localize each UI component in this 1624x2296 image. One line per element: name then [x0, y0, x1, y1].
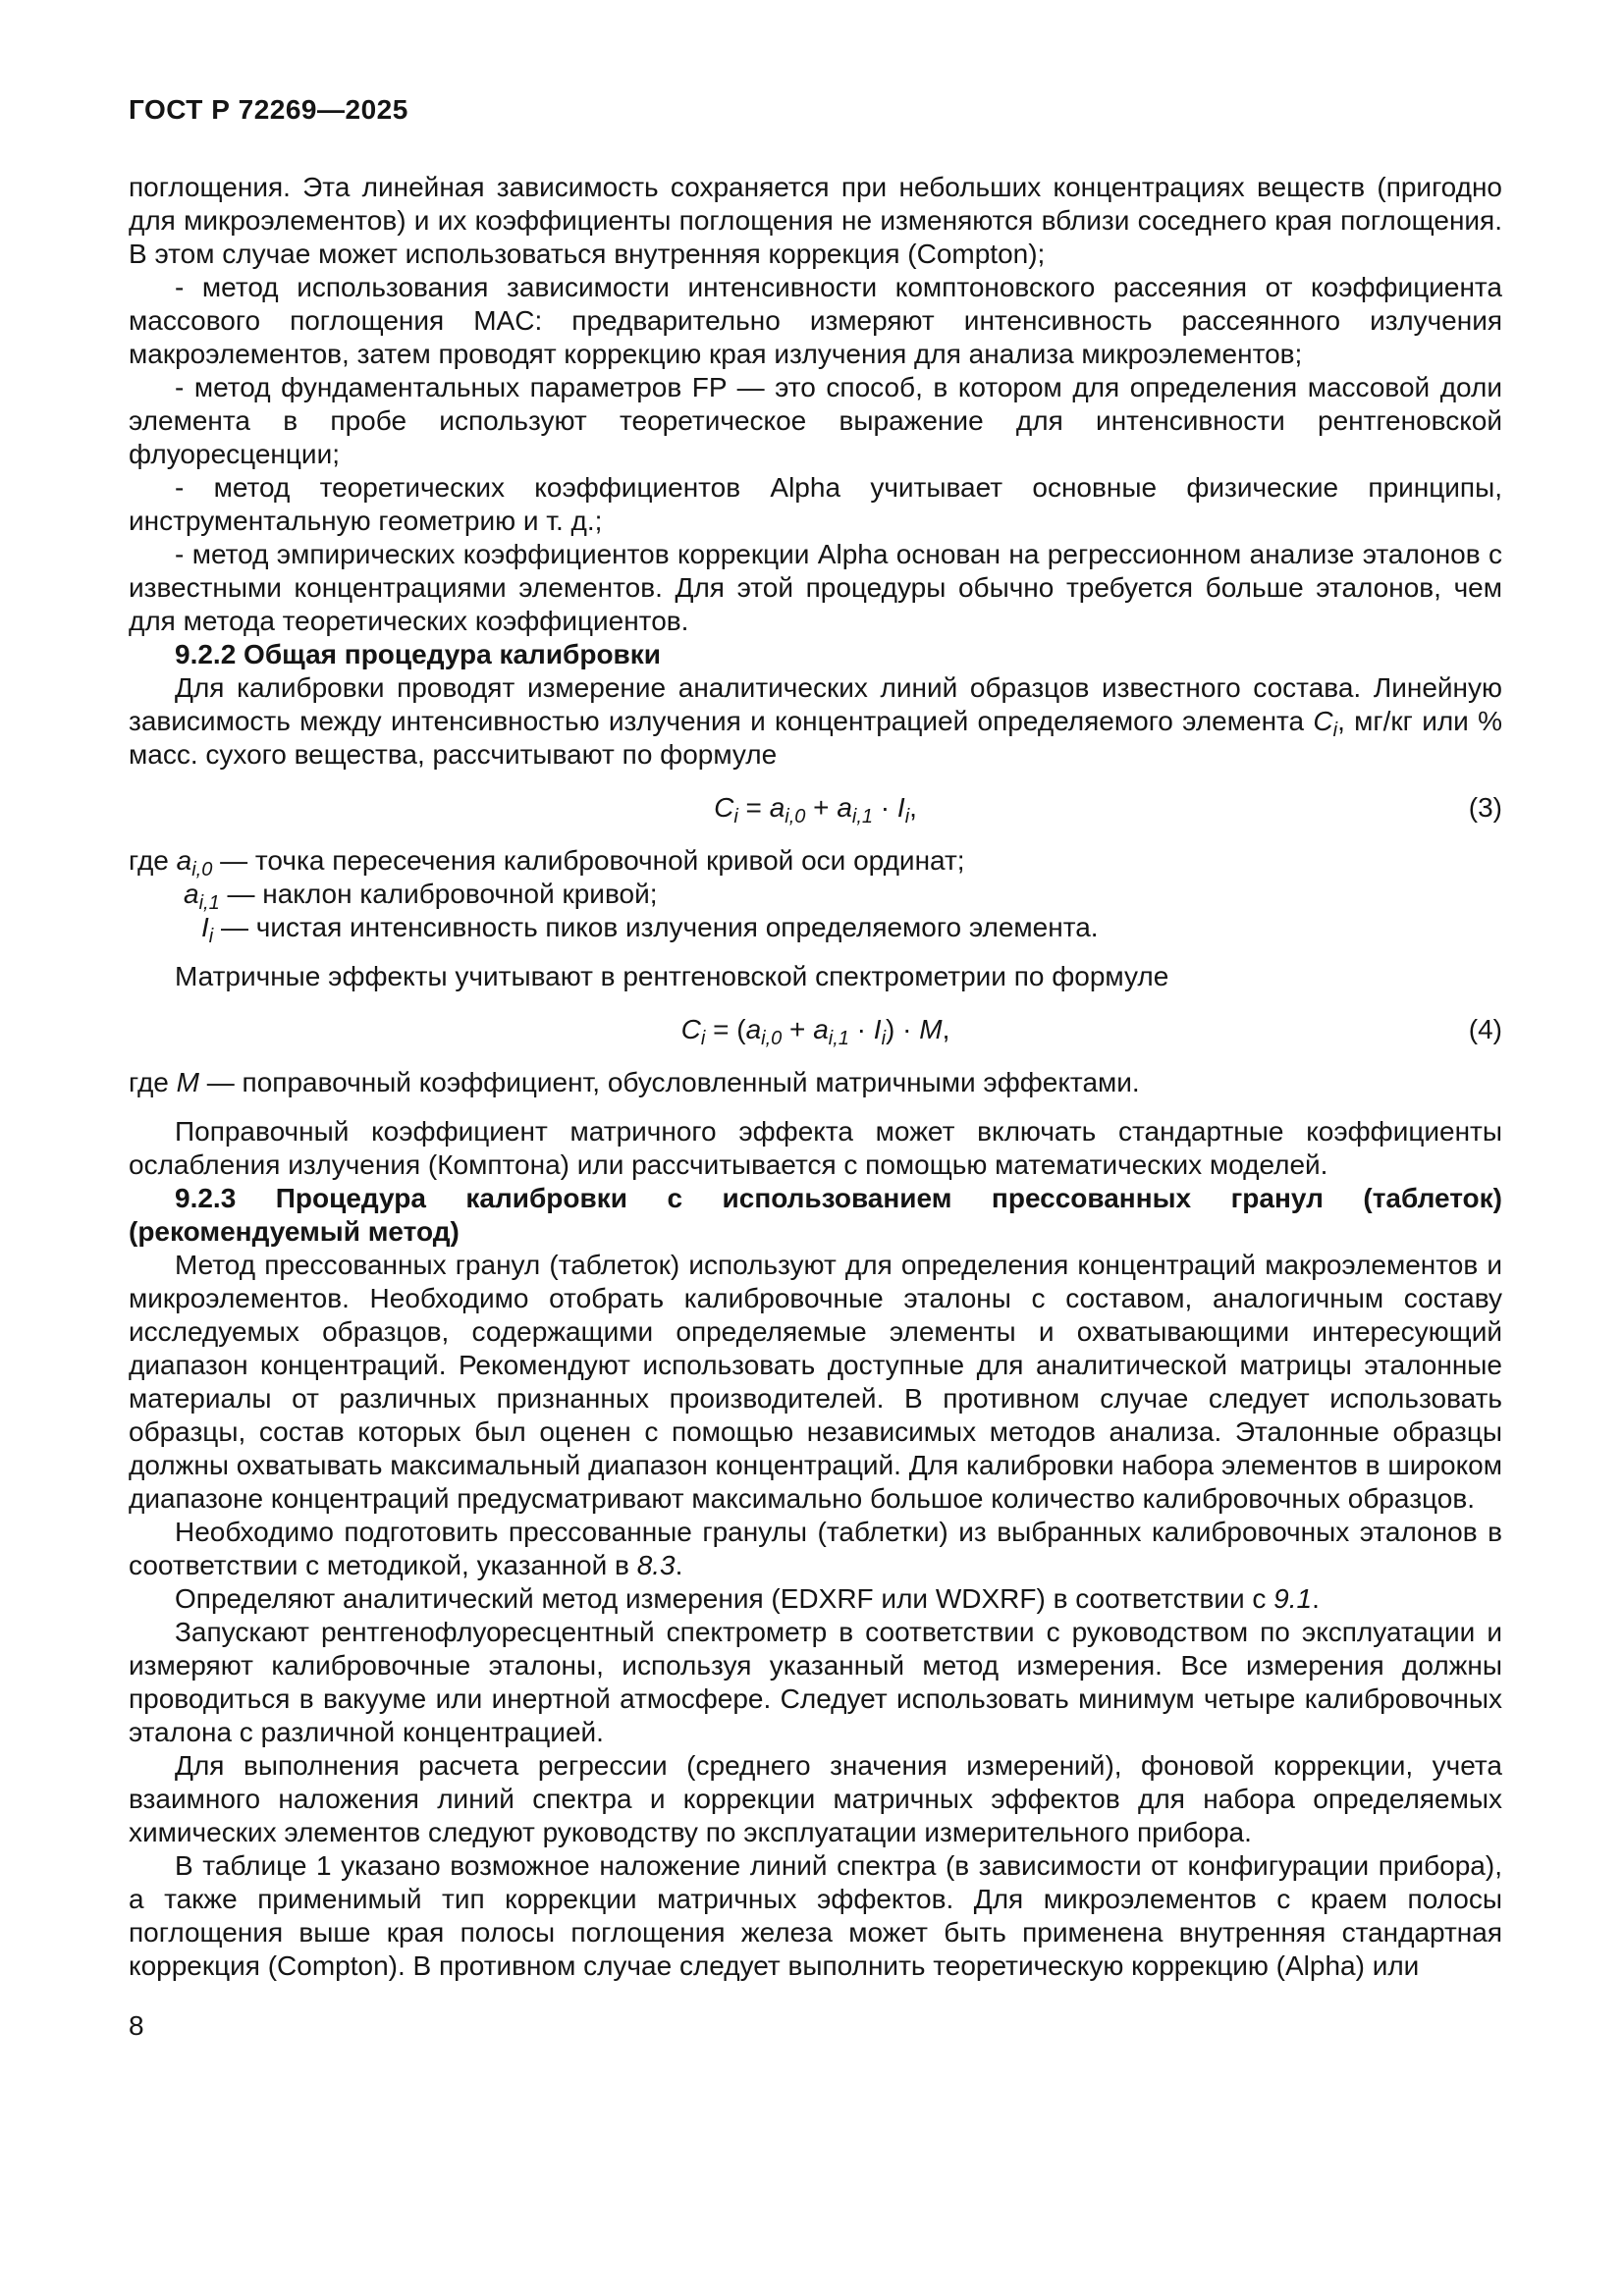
text-segment: — поправочный коэффициент, обусловленный матричными эффектами. — [198, 1067, 1140, 1097]
math-subscript: i — [733, 806, 738, 828]
paragraph-matrix-effects: Матричные эффекты учитывают в рентгеновской спектрометрии по формуле — [175, 961, 1169, 991]
paragraph-prepare-pellets — [129, 1516, 1502, 1582]
text-segment: — точка пересечения калибровочной кривой оси ординат; — [212, 845, 965, 876]
paragraph-pressed-pellets-method: Метод прессованных гранул (таблеток) используют для определения концентраций макроэлементов и микроэлементов. Необходимо отобрать калибровочные эталоны с составом, аналогичным составу исследуемых образцов, содержащими определяемые элементы и охватывающими интересующий диапазон концентраций. Рекомендуют использовать доступные для аналитической матрицы эталонные материалы от различных признанных производителей. В противном случае следует использовать образцы, состав которых был оценен с помощью независимых методов анализа. Эталонные образцы должны охватывать максимальный диапазон концентраций. Для калибровки набора элементов в широком диапазоне концентраций предусматривают максимально большое количество калибровочных образцов. — [129, 1250, 1502, 1514]
text-segment: где — [129, 845, 177, 876]
math-var-a: a — [745, 1014, 762, 1044]
math-subscript: i — [1332, 720, 1338, 741]
list-item-alpha-theoretical: - метод теоретических коэффициентов Alpha учитывает основные физические принципы, инструментальную геометрию и т. д.; — [129, 472, 1502, 536]
math-subscript: i — [881, 1028, 887, 1049]
paragraph-calibration — [129, 671, 1502, 772]
math-subscript: i,0 — [785, 806, 806, 828]
math-var-a: a — [184, 879, 199, 909]
paragraph-spectrometer-startup: Запускают рентгенофлуоресцентный спектрометр в соответствии с руководством по эксплуатации и измеряют калибровочные эталоны, используя указанный метод измерения. Все измерения должны проводиться в вакууме или инертной атмосфере. Следует использовать минимум четыре калибровочных эталона с различной концентрацией. — [129, 1617, 1502, 1747]
text-segment: — наклон калибровочной кривой; — [219, 879, 658, 909]
math-var-a: a — [769, 792, 785, 823]
paragraph-edxrf-method-choice — [129, 1582, 1502, 1616]
formula-3 — [714, 791, 917, 828]
paragraph-regression-calculation: Для выполнения расчета регрессии (среднего значения измерений), фоновой коррекции, учета взаимного наложения линий спектра и коррекции матричных эффектов для набора определяемых химических элементов следуют руководству по эксплуатации измерительного прибора. — [129, 1750, 1502, 1847]
math-subscript: i — [208, 926, 214, 947]
clause-reference: 8.3 — [636, 1550, 676, 1580]
math-subscript: i — [700, 1028, 706, 1049]
math-var-a: a — [176, 845, 192, 876]
math-var-I: I — [896, 792, 905, 823]
math-subscript: i,1 — [198, 892, 220, 914]
text-segment: + — [782, 1014, 814, 1044]
doc-number: ГОСТ Р 72269—2025 — [129, 94, 408, 125]
document-body — [129, 171, 1502, 1983]
text-segment: · — [848, 1014, 874, 1044]
text-segment: , — [909, 792, 917, 823]
where-definition-M — [129, 1066, 1502, 1099]
formula-3-row — [129, 791, 1502, 828]
document-footer — [129, 2010, 1502, 2042]
paragraph-correction-coefficient: Поправочный коэффициент матричного эффекта может включать стандартные коэффициенты ослабления излучения (Комптона) или рассчитывается с помощью математических моделей. — [129, 1116, 1502, 1180]
text-segment: ) · — [886, 1014, 920, 1044]
math-var-M: M — [919, 1014, 943, 1044]
math-subscript: i,0 — [761, 1028, 783, 1049]
math-var-C: C — [680, 1014, 701, 1044]
heading-9-2-3: 9.2.3 Процедура калибровки с использованием прессованных гранул (таблеток) (рекомендуемый метод) — [129, 1183, 1502, 1247]
math-subscript: i — [904, 806, 910, 828]
text-segment: = ( — [705, 1014, 746, 1044]
text-segment: , мг/кг или % масс. сухого вещества, рассчитывают по формуле — [129, 706, 1503, 770]
text-segment: . — [1312, 1583, 1320, 1614]
math-subscript: i,1 — [851, 806, 874, 828]
where-definition-a0 — [129, 844, 1502, 881]
clause-reference: 9.1 — [1273, 1583, 1313, 1614]
math-subscript: i,1 — [828, 1028, 849, 1049]
text-segment: — чистая интенсивность пиков излучения определяемого элемента. — [213, 912, 1099, 942]
formula-4-number: (4) — [1468, 1014, 1502, 1044]
text-segment: , — [942, 1014, 950, 1044]
text-segment: = — [737, 792, 770, 823]
math-subscript: i,0 — [191, 859, 213, 881]
list-item-fp-method: - метод фундаментальных параметров FP — это способ, в котором для определения массовой доли элемента в пробе используют теоретическое выражение для интенсивности рентгеновской флуоресценции; — [129, 372, 1502, 469]
heading-9-2-2: 9.2.2 Общая процедура калибровки — [175, 639, 661, 669]
math-var-a: a — [837, 792, 852, 823]
formula-4 — [680, 1013, 950, 1049]
page-number: 8 — [129, 2010, 144, 2041]
text-segment: + — [805, 792, 838, 823]
math-var-C: C — [1313, 706, 1333, 736]
text-segment: · — [873, 792, 897, 823]
text-segment: Необходимо подготовить прессованные гранулы (таблетки) из выбранных калибровочных эталонов в соответствии с методикой, указанной в — [129, 1517, 1502, 1580]
document-header — [129, 94, 1502, 126]
where-definition-a1 — [129, 878, 1502, 914]
formula-4-row — [129, 1013, 1502, 1049]
text-segment: где — [129, 1067, 177, 1097]
text-segment: . — [675, 1550, 683, 1580]
text-segment: Для калибровки проводят измерение аналитических линий образцов известного состава. Линейную зависимость между интенсивностью излучения и концентрацией определяемого элемента — [129, 672, 1502, 736]
paragraph-table-1-overlap: В таблице 1 указано возможное наложение линий спектра (в зависимости от конфигурации прибора), а также применимый тип коррекции матричных эффектов. Для микроэлементов с краем полосы поглощения выше края полосы поглощения железа может быть применена внутренняя стандартная коррекция (Compton). В противном случае следует выполнить теоретическую коррекцию (Alpha) или — [129, 1850, 1502, 1981]
math-var-M: M — [176, 1067, 199, 1097]
math-var-a: a — [813, 1014, 829, 1044]
list-item-mac-method: - метод использования зависимости интенсивности комптоновского рассеяния от коэффициента массового поглощения MAC: предварительно измеряют интенсивность рассеянного излучения макроэлементов, затем проводят коррекцию края излучения для анализа микроэлементов; — [129, 272, 1502, 369]
paragraph-intro: поглощения. Эта линейная зависимость сохраняется при небольших концентрациях веществ (пригодно для микроэлементов) и их коэффициенты поглощения не изменяются вблизи соседнего края поглощения. В этом случае может использоваться внутренняя коррекция (Compton); — [129, 172, 1502, 269]
list-item-alpha-empirical: - метод эмпирических коэффициентов коррекции Alpha основан на регрессионном анализе эталонов с известными концентрациями элементов. Для этой процедуры обычно требуется больше эталонов, чем для метода теоретических коэффициентов. — [129, 539, 1502, 636]
where-definition-I — [129, 911, 1502, 947]
text-segment: Определяют аналитический метод измерения (EDXRF или WDXRF) в соответствии с — [175, 1583, 1274, 1614]
math-var-I: I — [873, 1014, 882, 1044]
math-var-I: I — [201, 912, 209, 942]
formula-3-number: (3) — [1468, 792, 1502, 823]
math-var-C: C — [714, 792, 734, 823]
